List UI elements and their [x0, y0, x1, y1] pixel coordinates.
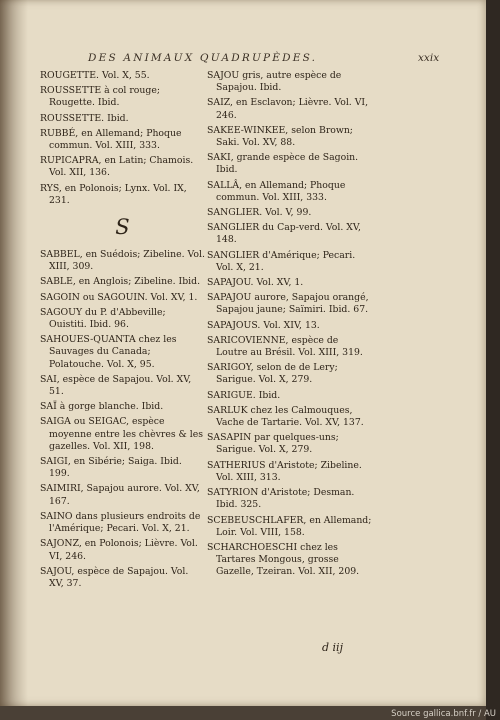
index-entry: ROUGETTE. Vol. X, 55. — [40, 70, 150, 81]
index-entry: SCHARCHOESCHI chez les Tartares Mongous, grosse Gazelle, Tzeiran. Vol. XII, 209. — [207, 541, 360, 578]
index-entry: SANGLIER. Vol. V, 99. — [207, 207, 312, 219]
index-entry: SARLUK chez les Calmouques, Vache de Tartarie. Vol. XV, 137. — [207, 404, 364, 429]
index-entry: SAPAJOU. Vol. XV, 1. — [207, 277, 304, 289]
index-entry: SAKI, grande espèce de Sagoin. Ibid. — [207, 152, 359, 176]
index-entry: RUPICAPRA, en Latin; Chamois. Vol. XII, 136. — [40, 155, 194, 179]
index-entry: SAIGI, en Sibérie; Saiga. Ibid. 199. — [40, 456, 182, 480]
right-column — [207, 70, 372, 582]
index-entry: SATYRION d'Aristote; Desman. Ibid. 325. — [207, 487, 355, 511]
index-entry: SAPAJOUS. Vol. XIV, 13. — [207, 319, 320, 331]
index-entry: SABBEL, en Suédois; Zibeline. Vol. XIII, 309. — [40, 249, 205, 273]
page-number: xxix — [418, 52, 440, 64]
index-entry: SAJOU, espèce de Sapajou. Vol. XV, 37. — [40, 565, 189, 589]
scan-edge — [486, 0, 500, 720]
index-entry: SALLÂ, en Allemand; Phoque commun. Vol. XIII, 333. — [207, 179, 346, 203]
left-entries-s — [40, 249, 205, 590]
right-entries — [207, 70, 372, 579]
index-entry: SAIMIRI, Sapajou aurore. Vol. XV, 167. — [40, 483, 200, 507]
index-entry: RUBBÉ, en Allemand; Phoque commun. Vol. XIII, 333. — [40, 127, 182, 152]
index-entry: SATHERIUS d'Aristote; Zibeline. Vol. XIII, 313. — [207, 459, 362, 483]
index-entry: SAI, espèce de Sapajou. Vol. XV, 51. — [40, 373, 192, 398]
gutter-shadow — [0, 0, 28, 706]
signature-mark: d iij — [322, 641, 343, 654]
index-entry: SARICOVIENNE, espèce de Loutre au Brésil. Vol. XIII, 319. — [207, 334, 363, 359]
index-entry: SAKEE-WINKEE, selon Brown; Saki. Vol. XV, 88. — [207, 124, 353, 149]
section-letter: S — [115, 215, 130, 240]
index-entry: SABLE, en Anglois; Zibeline. Ibid. — [40, 276, 201, 288]
index-entry: SARIGUE. Ibid. — [207, 389, 281, 401]
index-entry: SAJOU gris, autre espèce de Sapajou. Ibid. — [207, 70, 342, 94]
index-entry: SAHOUES-QUANTA chez les Sauvages du Canada; Polatouche. Vol. X, 95. — [40, 334, 177, 370]
index-entry: SAÏ à gorge blanche. Ibid. — [40, 401, 164, 413]
index-entry: SARIGOY, selon de de Lery; Sarigue. Vol. X, 279. — [207, 362, 338, 386]
index-entry: SAGOUY du P. d'Abbeville; Ouistiti. Ibid. 96. — [40, 306, 166, 331]
index-entry: SAGOIN ou SAGOUIN. Vol. XV, 1. — [40, 291, 198, 303]
left-column — [40, 70, 205, 593]
index-entry: SAINO dans plusieurs endroits de l'Amérique; Pecari. Vol. X, 21. — [40, 510, 201, 535]
source-credit: Source gallica.bnf.fr / AU — [391, 709, 496, 719]
index-entry: RYS, en Polonois; Lynx. Vol. IX, 231. — [40, 182, 187, 206]
index-entry: SAPAJOU aurore, Sapajou orangé, Sapajou jaune; Saïmiri. Ibid. 67. — [207, 292, 369, 316]
index-entry: SAJONZ, en Polonois; Lièvre. Vol. VI, 246. — [40, 538, 198, 562]
index-entry: SANGLIER du Cap-verd. Vol. XV, 148. — [207, 222, 361, 246]
running-head: DES ANIMAUX QUADRUPÈDES. — [88, 52, 318, 64]
index-entry: SAIZ, en Esclavon; Lièvre. Vol. VI, 246. — [207, 97, 369, 121]
index-entry: ROUSSETTE. Ibid. — [40, 112, 129, 124]
index-entry: SCEBEUSCHLAFER, en Allemand; Loir. Vol. VIII, 158. — [207, 514, 372, 538]
index-entry: ROUSSETTE à col rouge; Rougette. Ibid. — [40, 85, 160, 109]
index-entry: SANGLIER d'Amérique; Pecari. Vol. X, 21. — [207, 249, 356, 273]
index-entry: SASAPIN par quelques-uns; Sarigue. Vol. X, 279. — [207, 432, 339, 456]
index-entry: SAIGA ou SEIGAC, espèce moyenne entre les chèvres & les gazelles. Vol. XII, 198. — [40, 416, 204, 452]
left-entries-r — [40, 70, 205, 207]
